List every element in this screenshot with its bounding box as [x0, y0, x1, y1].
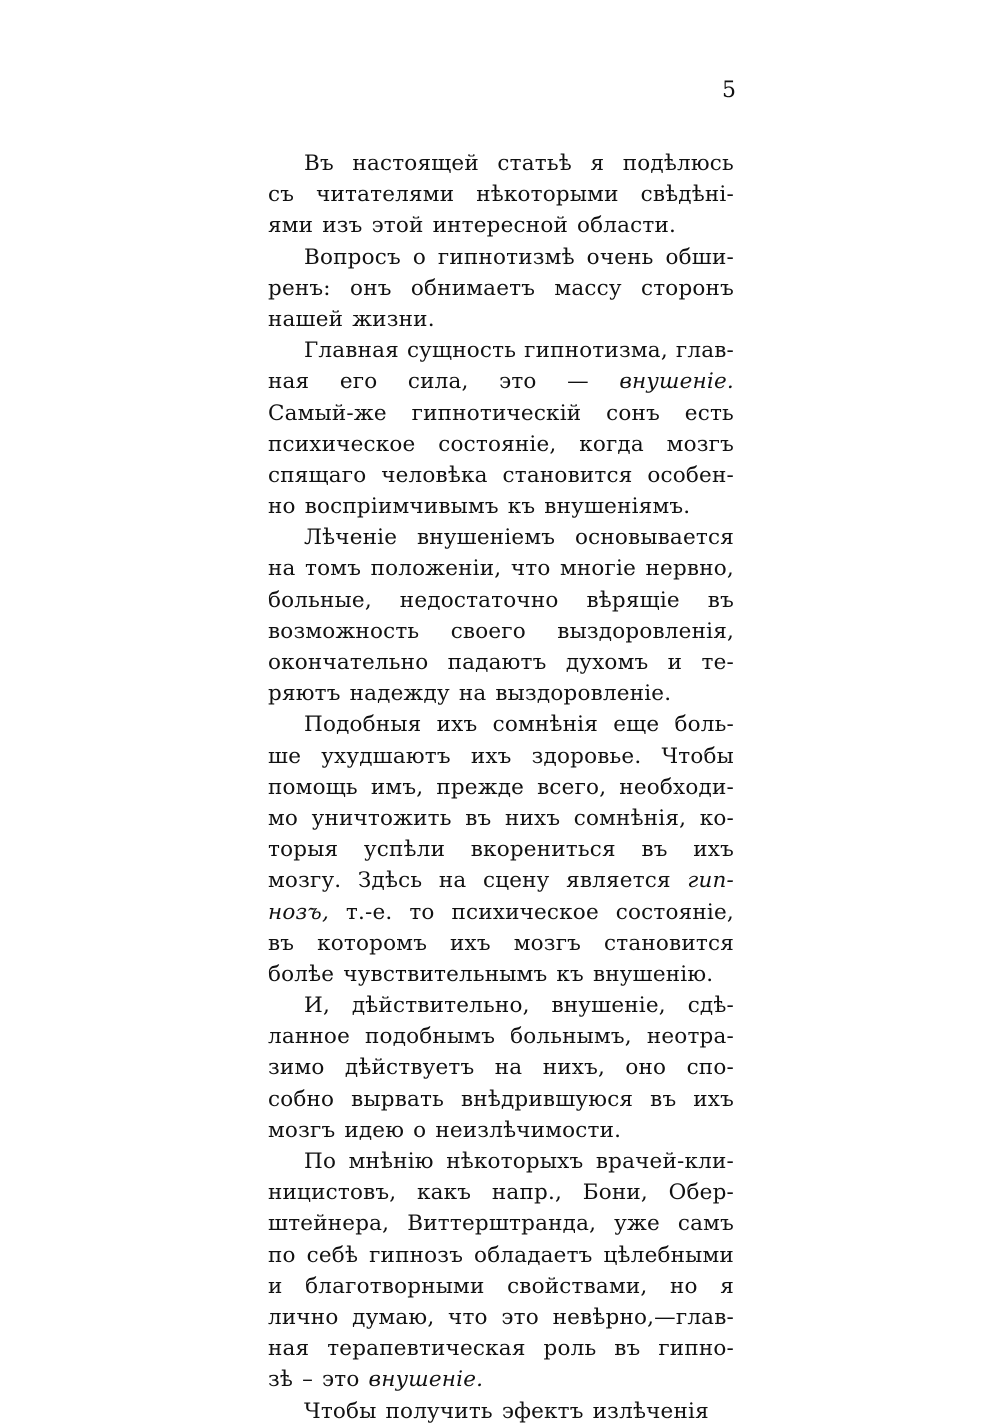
paragraph	[268, 148, 734, 242]
word: Лѣченіе	[304, 525, 398, 551]
word: мозгъ	[666, 431, 734, 457]
text-line	[268, 834, 734, 865]
text-line	[268, 928, 734, 959]
word: нѣкоторыхъ	[446, 1149, 584, 1174]
word: получить	[385, 1398, 493, 1424]
text-line	[268, 709, 734, 740]
word: интересной	[432, 213, 568, 239]
word: это	[322, 1367, 360, 1393]
word: и	[268, 1273, 283, 1299]
word: о	[413, 1117, 427, 1143]
word: основывается	[574, 525, 734, 551]
word: болѣе	[268, 961, 335, 987]
word: ихъ	[470, 743, 512, 769]
word: сцену	[482, 868, 550, 894]
word: уже	[614, 1211, 660, 1237]
word: нервно,	[645, 556, 734, 582]
text-line	[268, 1271, 734, 1302]
word: внушеніямъ.	[544, 494, 691, 520]
text-line	[268, 1021, 734, 1052]
text-line	[268, 553, 734, 584]
word: области.	[577, 213, 677, 239]
word: сущность	[406, 338, 517, 364]
paragraph	[268, 1396, 734, 1427]
word: свѣдѣні-	[640, 182, 734, 208]
word: на	[438, 868, 467, 894]
word: ихъ	[436, 712, 478, 738]
word: изъ	[322, 213, 363, 239]
word: Бони,	[582, 1180, 648, 1206]
word: состояніе,	[615, 899, 734, 925]
text-line	[268, 491, 734, 522]
word: обладаетъ	[474, 1242, 593, 1268]
word: какъ	[417, 1180, 472, 1206]
word: уничтожить	[311, 805, 452, 831]
word: ихъ	[693, 1086, 734, 1112]
word: сонъ	[606, 400, 660, 426]
text-line	[268, 897, 734, 928]
word: боль-	[674, 712, 734, 738]
word: это	[501, 1304, 539, 1330]
text-line	[268, 678, 734, 709]
word: этой	[371, 213, 424, 239]
word: собно	[268, 1086, 335, 1112]
word: Здѣсь	[357, 868, 423, 894]
word: вкорениться	[470, 837, 616, 863]
word: сомнѣнія	[492, 712, 598, 738]
word: то	[409, 899, 435, 925]
word: обнимаетъ	[410, 275, 536, 301]
word: т.-е.	[345, 899, 393, 925]
word: ланное	[268, 1024, 351, 1050]
text-line	[268, 148, 734, 179]
word: гипно-	[658, 1336, 734, 1362]
word: состояніе,	[438, 431, 557, 457]
word: ихъ	[693, 837, 734, 863]
word: спо-	[686, 1055, 734, 1081]
word: и	[667, 650, 683, 675]
word: въ	[707, 587, 734, 613]
word: мозгъ	[268, 1117, 336, 1143]
text-line	[268, 1146, 734, 1177]
word: ше	[268, 743, 302, 769]
word: неотра-	[646, 1024, 734, 1050]
text-line	[268, 1052, 734, 1083]
text-line	[268, 179, 734, 210]
word: больные,	[268, 587, 372, 613]
word: гипнозъ	[369, 1242, 464, 1268]
word: ницистовъ,	[268, 1180, 397, 1206]
word: на	[268, 556, 296, 582]
word: въ	[465, 805, 492, 831]
word: спящаго	[268, 462, 367, 488]
word: свойствами,	[507, 1273, 648, 1299]
word: сила,	[407, 369, 469, 395]
word: но	[268, 494, 296, 520]
text-line	[268, 242, 734, 273]
word: онъ	[350, 275, 392, 301]
word: психическое	[451, 899, 599, 925]
word: внушеніе.	[619, 369, 734, 395]
word: неизлѣчимости.	[435, 1117, 622, 1143]
paragraph	[268, 990, 734, 1146]
word: въ	[641, 837, 668, 863]
text-line	[268, 772, 734, 803]
page-number: 5	[722, 78, 736, 103]
word: томъ	[305, 556, 362, 582]
text-line	[268, 803, 734, 834]
word: сдѣ-	[687, 993, 734, 1019]
word: гипнотизма,	[524, 338, 668, 364]
word: человѣка	[381, 462, 488, 488]
word: читателями	[316, 182, 455, 208]
word: окончательно	[268, 650, 429, 675]
word: гипнотизмѣ	[437, 244, 575, 270]
word: те-	[701, 650, 734, 675]
word: я	[720, 1273, 734, 1299]
word: роль	[543, 1336, 597, 1362]
paragraph	[268, 335, 734, 522]
word: сомнѣнія,	[573, 805, 687, 831]
text-line	[268, 1115, 734, 1146]
word: штейнера,	[268, 1211, 390, 1237]
word: еще	[613, 712, 660, 738]
word: психическое	[268, 431, 416, 457]
word: жизни.	[352, 306, 435, 332]
word: мнѣнію	[348, 1149, 434, 1174]
word: глав-	[675, 338, 734, 364]
word: зѣ	[268, 1367, 294, 1393]
word: Въ	[304, 151, 334, 176]
word: о	[412, 244, 426, 270]
word: себѣ	[306, 1242, 359, 1268]
word: Чтобы	[661, 743, 734, 769]
text-line	[268, 1364, 734, 1395]
paragraph	[268, 709, 734, 990]
text-line	[268, 1240, 734, 1271]
word: ко-	[699, 805, 734, 831]
word: выздоровленіе.	[495, 681, 672, 707]
word: статьѣ	[497, 151, 572, 176]
word: внѣдрившуюся	[461, 1086, 634, 1112]
word: ная	[268, 1336, 310, 1362]
word: къ	[556, 961, 584, 987]
text-line	[268, 366, 734, 397]
word: имъ,	[370, 774, 424, 800]
text-line	[268, 647, 734, 678]
word: вырвать	[351, 1086, 445, 1112]
word: недостаточно	[399, 587, 559, 613]
text-line	[268, 429, 734, 460]
text-line	[268, 273, 734, 304]
text-line	[268, 304, 734, 335]
word: —	[567, 369, 589, 395]
word: Чтобы	[304, 1398, 377, 1424]
word: дѣйствуетъ	[344, 1055, 475, 1081]
word: ихъ	[450, 930, 491, 956]
text-line	[268, 1333, 734, 1364]
word: что	[510, 556, 551, 582]
word: цѣлебными	[603, 1242, 734, 1268]
word: нѣкоторыми	[476, 182, 619, 208]
word: самъ	[677, 1211, 734, 1237]
word: ная	[268, 369, 310, 395]
word: прежде	[436, 774, 525, 800]
word: по	[268, 1242, 296, 1268]
word: терапевтическая	[327, 1336, 526, 1362]
word: возможность	[268, 618, 420, 644]
word: Обер-	[668, 1180, 734, 1206]
word: больнымъ,	[510, 1024, 632, 1050]
word: съ	[268, 182, 295, 208]
word: своего	[450, 618, 526, 644]
word: становится	[604, 930, 734, 956]
text-line	[268, 959, 734, 990]
word: идею	[344, 1117, 405, 1143]
word: особен-	[647, 462, 734, 488]
word: становится	[502, 462, 633, 488]
text-line	[268, 1396, 734, 1427]
word: нашей	[268, 306, 344, 332]
word: ями	[268, 213, 314, 239]
word: мозгъ	[513, 930, 582, 956]
word: которомъ	[317, 930, 428, 956]
word: я	[590, 151, 605, 176]
body-text	[268, 148, 734, 1427]
word: Подобныя	[304, 712, 422, 738]
word: что	[448, 1304, 488, 1330]
word: чувствительнымъ	[343, 961, 548, 987]
word: есть	[684, 400, 734, 426]
word: выздоровленія,	[557, 618, 734, 644]
word: Главная	[304, 338, 399, 364]
word: подѣлюсь	[622, 151, 734, 176]
text-line	[268, 210, 734, 241]
word: думаю,	[352, 1304, 435, 1330]
word: мозгу.	[268, 868, 342, 894]
word: внушеніе.	[368, 1367, 484, 1393]
paragraph	[268, 242, 734, 336]
text-line	[268, 1084, 734, 1115]
word: врачей-кли-	[595, 1149, 734, 1174]
word: на	[494, 1055, 523, 1081]
word: сторонъ	[640, 275, 734, 301]
word: помощь	[268, 774, 358, 800]
word: ренъ:	[268, 275, 331, 301]
word: всего,	[537, 774, 607, 800]
word: въ	[614, 1336, 641, 1362]
text-line	[268, 1208, 734, 1239]
word: напр.,	[491, 1180, 563, 1206]
word: гип-	[687, 868, 734, 894]
paragraph	[268, 522, 734, 709]
word: когда	[579, 431, 644, 457]
word: Вопросъ	[304, 244, 401, 270]
paragraph	[268, 1146, 734, 1396]
word: оно	[625, 1055, 667, 1081]
word: падаютъ	[447, 650, 547, 675]
word: вѣрящіе	[586, 587, 680, 613]
word: лично	[268, 1304, 339, 1330]
word: массу	[554, 275, 622, 301]
word: И,	[304, 993, 330, 1019]
word: дѣйствительно,	[351, 993, 530, 1019]
word: По	[304, 1149, 337, 1174]
text-line	[268, 398, 734, 429]
text-line	[268, 1302, 734, 1333]
word: въ	[268, 930, 295, 956]
word: внушеніе,	[551, 993, 666, 1019]
word: воспріимчивымъ	[304, 494, 499, 520]
word: къ	[507, 494, 536, 520]
word: гипнотическій	[411, 400, 582, 426]
word: на	[458, 681, 487, 707]
word: внушенію.	[592, 961, 714, 987]
word: это	[499, 369, 537, 395]
text-line	[268, 616, 734, 647]
text-line	[268, 585, 734, 616]
word: ухудшаютъ	[321, 743, 451, 769]
word: духомъ	[565, 650, 649, 675]
text-line	[268, 335, 734, 366]
word: ряютъ	[268, 681, 341, 707]
text-line	[268, 865, 734, 896]
word: Виттерштранда,	[407, 1211, 597, 1237]
text-line	[268, 741, 734, 772]
word: успѣли	[363, 837, 446, 863]
word: здоровье.	[531, 743, 642, 769]
word: внушеніемъ	[417, 525, 556, 551]
word: Самый-же	[268, 400, 387, 426]
word: мо	[268, 805, 299, 831]
word: надежду	[349, 681, 450, 707]
word: обши-	[665, 244, 734, 270]
text-line	[268, 522, 734, 553]
word: его	[339, 369, 378, 395]
word: является	[566, 868, 671, 894]
word: положеніи,	[370, 556, 502, 582]
word: настоящей	[352, 151, 479, 176]
word: благотворными	[305, 1273, 485, 1299]
word: подобнымъ	[365, 1024, 496, 1050]
word: торыя	[268, 837, 339, 863]
word: нозъ,	[268, 899, 329, 925]
word: невѣрно,—глав-	[552, 1304, 734, 1330]
word: въ	[650, 1086, 677, 1112]
word: зимо	[268, 1055, 325, 1081]
word: многіе	[559, 556, 637, 582]
text-line	[268, 1177, 734, 1208]
text-line	[268, 990, 734, 1021]
word: нихъ,	[542, 1055, 606, 1081]
word: но	[669, 1273, 698, 1299]
word: –	[302, 1367, 314, 1393]
word: нихъ	[504, 805, 561, 831]
word: необходи-	[619, 774, 734, 800]
word: эфектъ	[501, 1398, 584, 1424]
word: излѣченія	[592, 1398, 709, 1424]
word: очень	[586, 244, 654, 270]
text-line	[268, 460, 734, 491]
